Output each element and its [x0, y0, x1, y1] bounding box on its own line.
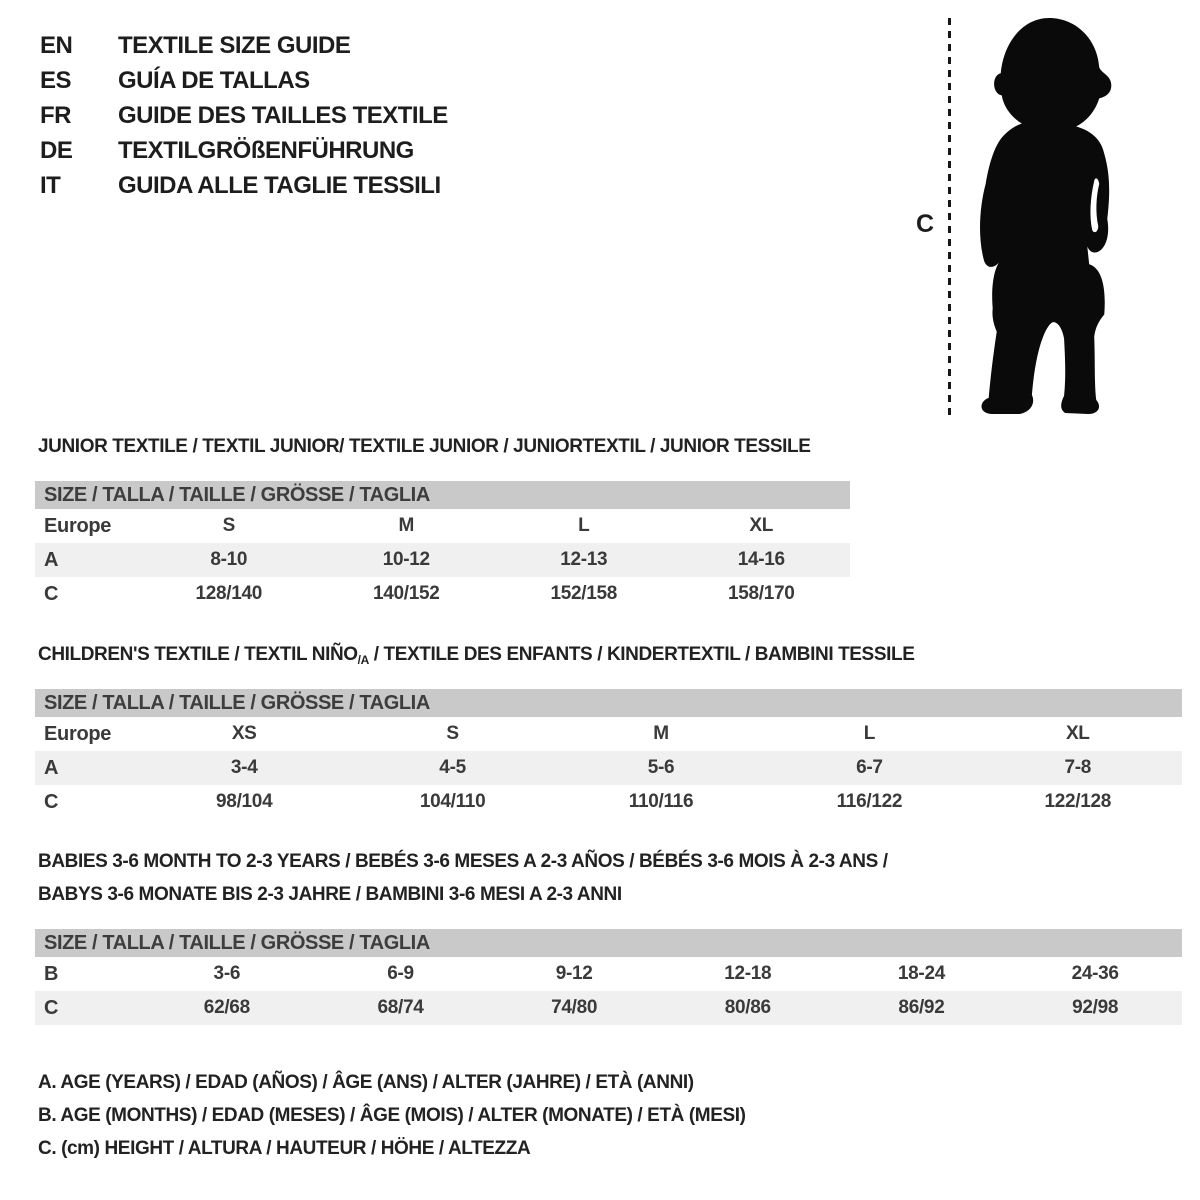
size-cell: M: [398, 515, 415, 536]
height-cell: 98/104: [216, 791, 273, 812]
height-cell: 140/152: [372, 583, 440, 604]
height-cell: 152/158: [550, 583, 618, 604]
row-label: C: [44, 996, 59, 1019]
legend: [38, 1066, 746, 1165]
junior-section-title: JUNIOR TEXTILE / TEXTIL JUNIOR/ TEXTILE JUNIOR / JUNIORTEXTIL / JUNIOR TESSILE: [38, 436, 811, 457]
language-row-fr: [40, 98, 448, 133]
height-cell: 110/116: [628, 791, 694, 812]
row-label: C: [44, 582, 59, 605]
legend-line-b: B. AGE (MONTHS) / EDAD (MESES) / ÂGE (MOIS) / ALTER (MONATE) / ETÀ (MESI): [38, 1104, 746, 1126]
table-row: [35, 785, 1182, 819]
junior-table-header: SIZE / TALLA / TAILLE / GRÖSSE / TAGLIA: [35, 481, 850, 509]
junior-size-table: [35, 481, 850, 611]
size-cell: M: [653, 723, 669, 744]
height-cell: 158/170: [727, 583, 795, 604]
size-cell: XS: [231, 723, 257, 744]
legend-line-c: C. (cm) HEIGHT / ALTURA / HAUTEUR / HÖHE / ALTEZZA: [38, 1137, 531, 1159]
row-label: Europe: [44, 722, 112, 745]
size-cell: S: [222, 515, 235, 536]
babies-table-header: SIZE / TALLA / TAILLE / GRÖSSE / TAGLIA: [35, 929, 1182, 957]
height-cell: 104/110: [419, 791, 486, 812]
row-label: Europe: [44, 514, 112, 537]
height-cell: 92/98: [1072, 997, 1119, 1018]
children-title-text: / TEXTILE DES ENFANTS / KINDERTEXTIL / BAMBINI TESSILE: [368, 644, 915, 665]
language-code: ES: [40, 66, 72, 94]
row-label: C: [44, 790, 59, 813]
height-cell: 80/86: [724, 997, 771, 1018]
language-title: TEXTILE SIZE GUIDE: [118, 31, 351, 59]
age-months-cell: 24-36: [1071, 963, 1119, 984]
language-row-en: [40, 28, 448, 63]
age-months-cell: 3-6: [213, 963, 241, 984]
language-code: EN: [40, 31, 73, 59]
language-code: DE: [40, 136, 73, 164]
height-cell: 62/68: [203, 997, 250, 1018]
language-list: [40, 28, 448, 203]
table-row: [35, 957, 1182, 991]
children-title-subscript: /A: [357, 653, 369, 667]
age-cell: 5-6: [647, 757, 675, 778]
size-cell: XL: [1065, 723, 1090, 744]
children-title-text: CHILDREN'S TEXTILE / TEXTIL NIÑO: [38, 644, 358, 665]
language-row-it: [40, 168, 448, 203]
language-row-de: [40, 133, 448, 168]
language-code: FR: [40, 101, 71, 129]
row-label: A: [44, 548, 59, 571]
babies-section-title-line1: BABIES 3-6 MONTH TO 2-3 YEARS / BEBÉS 3-6 MESES A 2-3 AÑOS / BÉBÉS 3-6 MOIS À 2-3 ANS /: [38, 851, 888, 872]
age-cell: 10-12: [382, 549, 430, 570]
language-title: GUIDE DES TAILLES TEXTILE: [118, 101, 448, 129]
age-months-cell: 18-24: [897, 963, 945, 984]
language-title: GUÍA DE TALLAS: [118, 66, 310, 94]
language-title: TEXTILGRÖßENFÜHRUNG: [118, 136, 414, 164]
table-row: [35, 509, 850, 543]
table-row: [35, 577, 850, 611]
junior-table-grid: [35, 509, 850, 611]
table-row: [35, 717, 1182, 751]
height-cell: 86/92: [898, 997, 945, 1018]
legend-line-a: A. AGE (YEARS) / EDAD (AÑOS) / ÂGE (ANS) / ALTER (JAHRE) / ETÀ (ANNI): [38, 1071, 694, 1093]
height-cell: 68/74: [377, 997, 424, 1018]
row-label: A: [44, 756, 59, 779]
age-cell: 3-4: [230, 757, 258, 778]
language-title: GUIDA ALLE TAGLIE TESSILI: [118, 171, 441, 199]
size-cell: S: [446, 723, 459, 744]
children-section-title: [38, 644, 914, 667]
toddler-silhouette-icon: [963, 15, 1140, 417]
age-cell: 8-10: [210, 549, 248, 570]
table-row: [35, 543, 850, 577]
age-cell: 14-16: [737, 549, 785, 570]
age-months-cell: 6-9: [387, 963, 414, 984]
size-cell: L: [578, 515, 590, 536]
age-months-cell: 12-18: [724, 963, 772, 984]
age-months-cell: 9-12: [555, 963, 593, 984]
age-cell: 7-8: [1064, 757, 1092, 778]
children-table-grid: [35, 717, 1182, 819]
age-cell: 12-13: [560, 549, 608, 570]
height-cell: 122/128: [1044, 791, 1112, 812]
babies-table-grid: [35, 957, 1182, 1025]
height-cell: 128/140: [195, 583, 263, 604]
size-cell: XL: [749, 515, 774, 536]
language-row-es: [40, 63, 448, 98]
table-row: [35, 751, 1182, 785]
row-label: B: [44, 962, 59, 985]
table-row: [35, 991, 1182, 1025]
height-cell: 116/122: [836, 791, 903, 812]
language-code: IT: [40, 171, 61, 199]
height-cell: 74/80: [551, 997, 598, 1018]
babies-section-title-line2: BABYS 3-6 MONATE BIS 2-3 JAHRE / BAMBINI 3-6 MESI A 2-3 ANNI: [38, 884, 622, 905]
height-measure-label: C: [915, 210, 935, 238]
children-table-header: SIZE / TALLA / TAILLE / GRÖSSE / TAGLIA: [35, 689, 1182, 717]
babies-size-table: [35, 929, 1182, 1025]
children-size-table: [35, 689, 1182, 819]
height-measure-dashed-line: [948, 18, 951, 415]
size-cell: L: [863, 723, 876, 744]
age-cell: 4-5: [439, 757, 466, 778]
age-cell: 6-7: [856, 757, 883, 778]
